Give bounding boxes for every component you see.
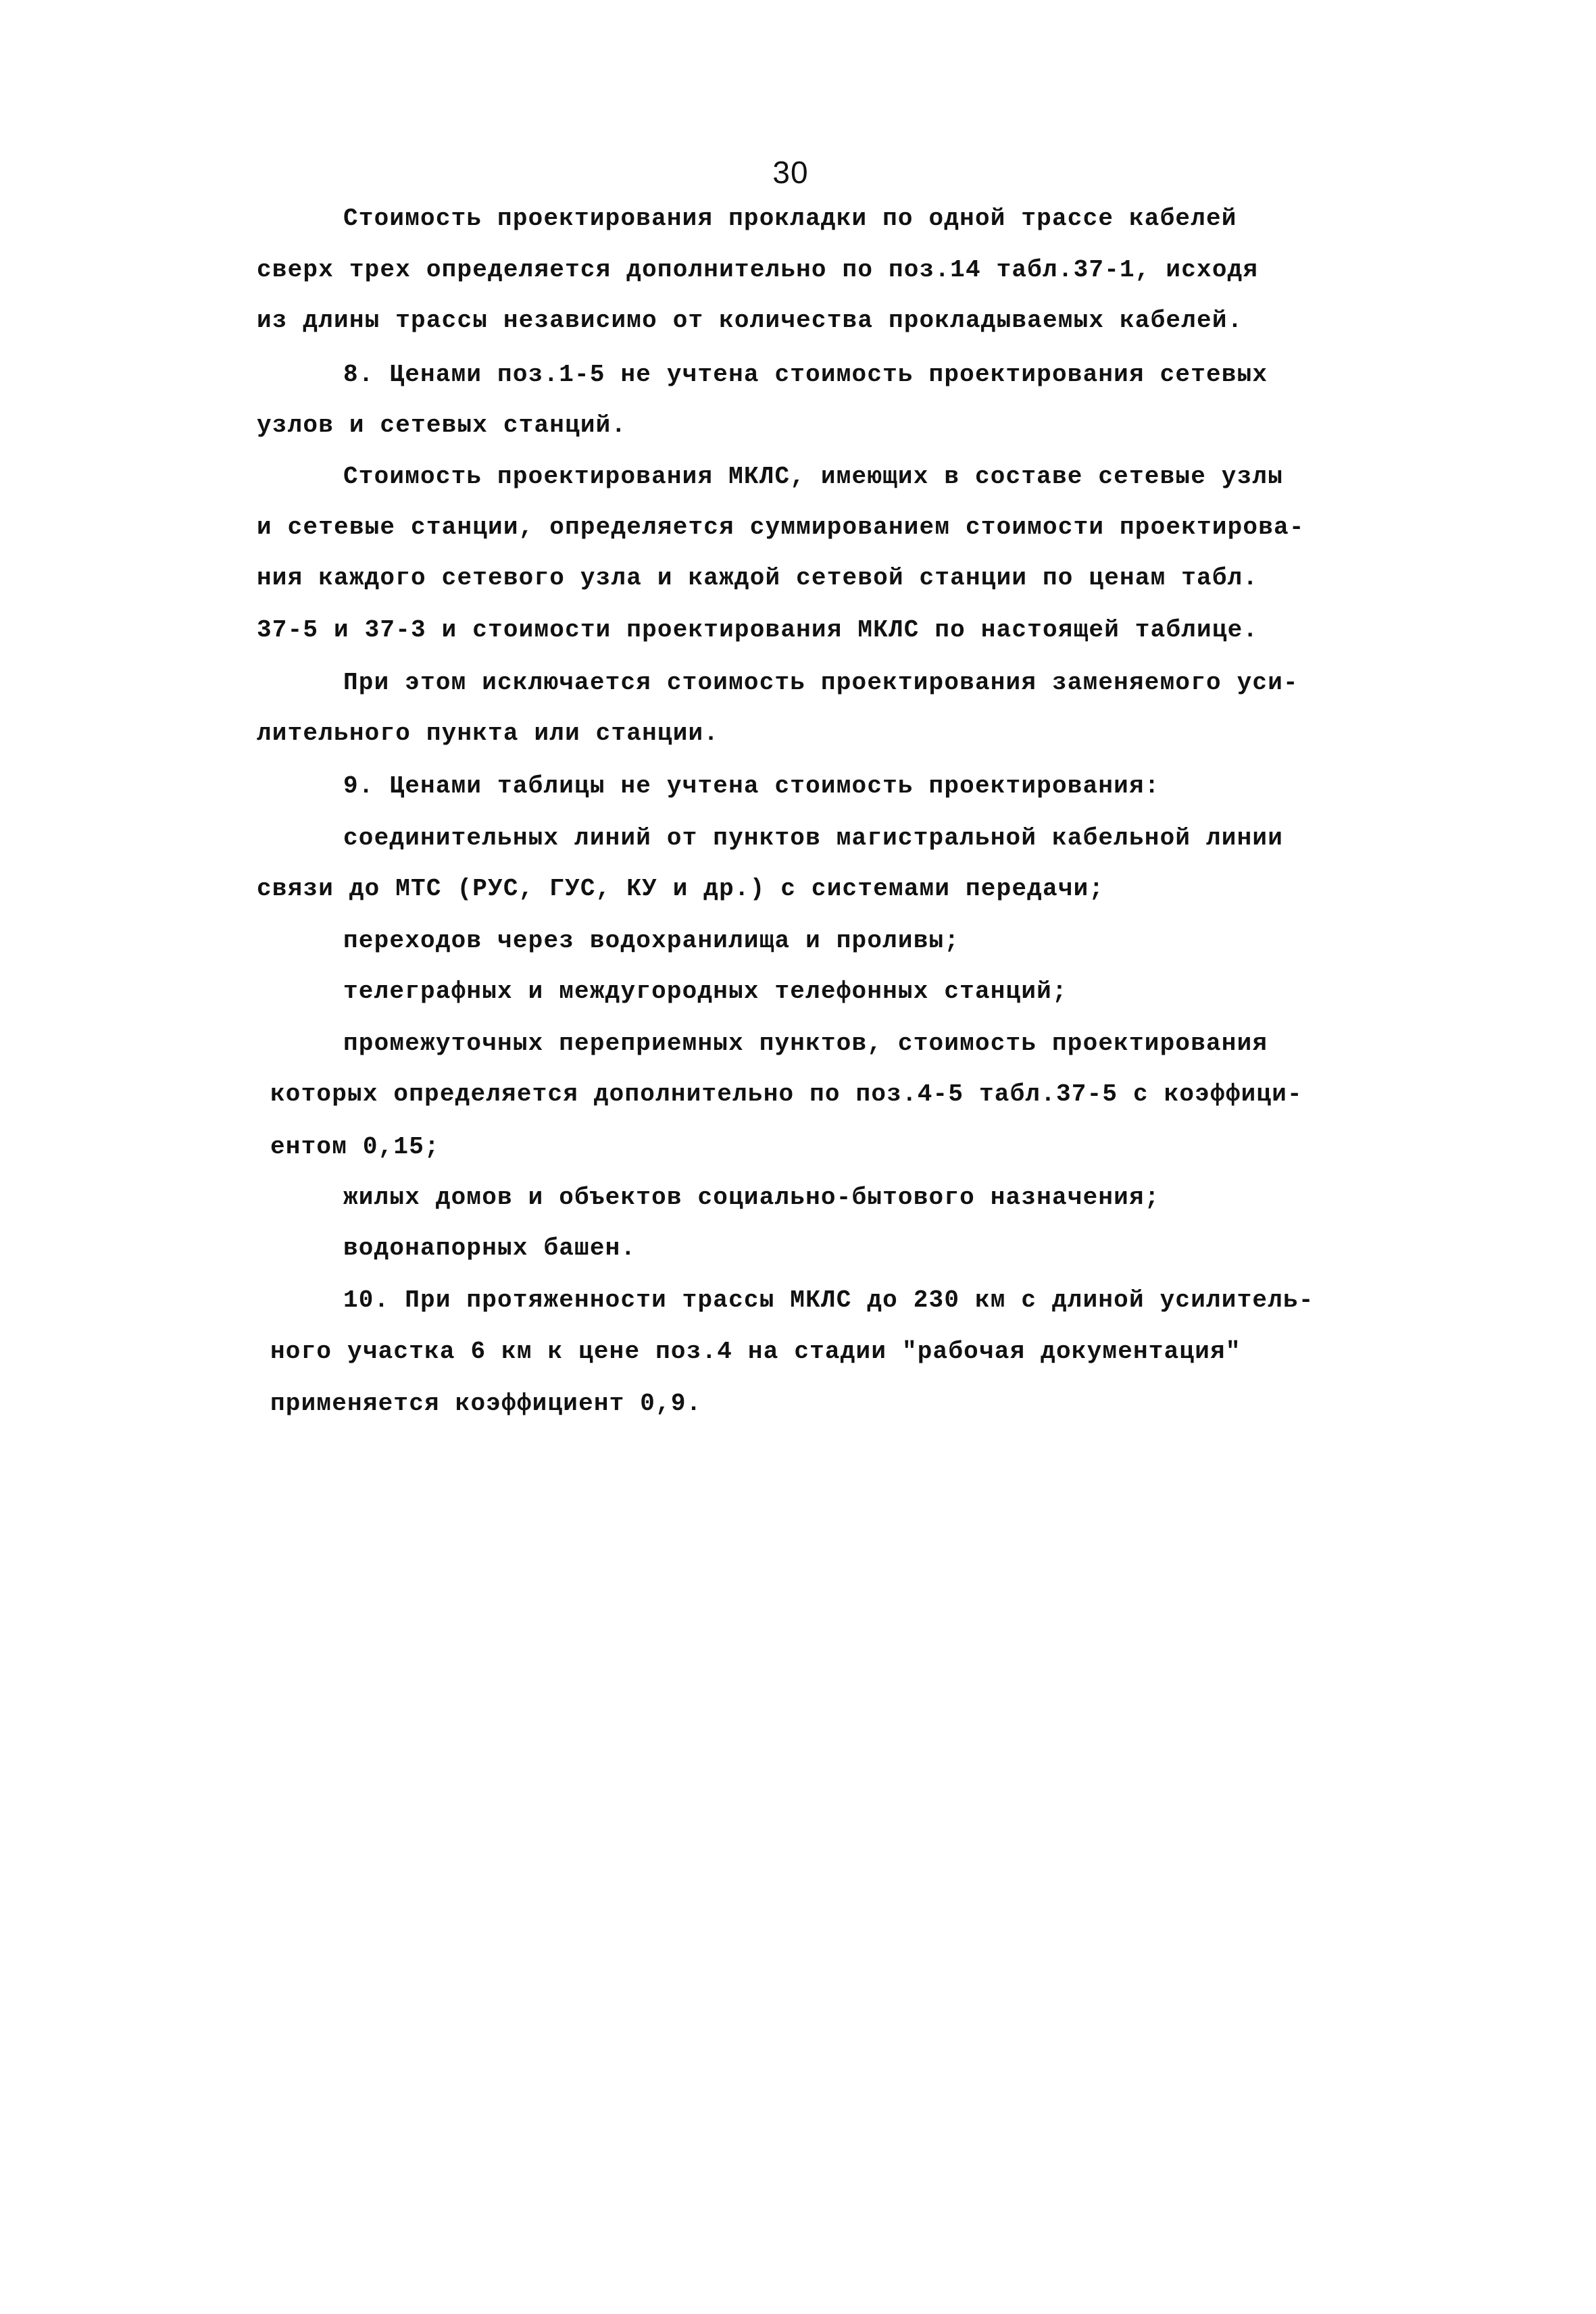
text-line: телеграфных и междугородных телефонных станций; — [343, 978, 1068, 1005]
text-line: водонапорных башен. — [343, 1234, 637, 1262]
text-line: Стоимость проектирования МКЛС, имеющих в составе сетевые узлы — [343, 463, 1284, 491]
text-line: ентом 0,15; — [270, 1133, 440, 1161]
text-line: и сетевые станции, определяется суммированием стоимости проектирова- — [257, 513, 1305, 541]
text-line: соединительных линий от пунктов магистральной кабельной линии — [343, 824, 1284, 852]
text-line: узлов и сетевых станций. — [257, 411, 627, 439]
text-line: ния каждого сетевого узла и каждой сетевой станции по ценам табл. — [257, 564, 1259, 592]
text-line: из длины трассы независимо от количества прокладываемых кабелей. — [257, 307, 1243, 334]
text-line: лительного пункта или станции. — [257, 720, 720, 747]
page-number: 30 — [772, 155, 809, 190]
text-line: 37-5 и 37-3 и стоимости проектирования МКЛС по настоящей таблице. — [257, 616, 1259, 644]
text-line: ного участка 6 км к цене поз.4 на стадии "рабочая документация" — [270, 1338, 1241, 1365]
text-line: применяется коэффициент 0,9. — [270, 1390, 702, 1417]
text-line: промежуточных переприемных пунктов, стоимость проектирования — [343, 1030, 1268, 1057]
text-line: переходов через водохранилища и проливы; — [343, 927, 960, 955]
text-line: 9. Ценами таблицы не учтена стоимость проектирования: — [343, 772, 1160, 800]
text-line: 8. Ценами поз.1-5 не учтена стоимость проектирования сетевых — [343, 361, 1268, 388]
text-line: которых определяется дополнительно по поз.4-5 табл.37-5 с коэффици- — [270, 1080, 1303, 1108]
text-line: При этом исключается стоимость проектирования заменяемого уси- — [343, 669, 1299, 697]
text-line: связи до МТС (РУС, ГУС, КУ и др.) с системами передачи; — [257, 875, 1105, 903]
text-line: сверх трех определяется дополнительно по поз.14 табл.37-1, исходя — [257, 256, 1259, 284]
text-line: 10. При протяженности трассы МКЛС до 230 км с длиной усилитель- — [343, 1286, 1314, 1314]
text-line: жилых домов и объектов социально-бытового назначения; — [343, 1184, 1160, 1211]
text-line: Стоимость проектирования прокладки по одной трассе кабелей — [343, 205, 1237, 232]
